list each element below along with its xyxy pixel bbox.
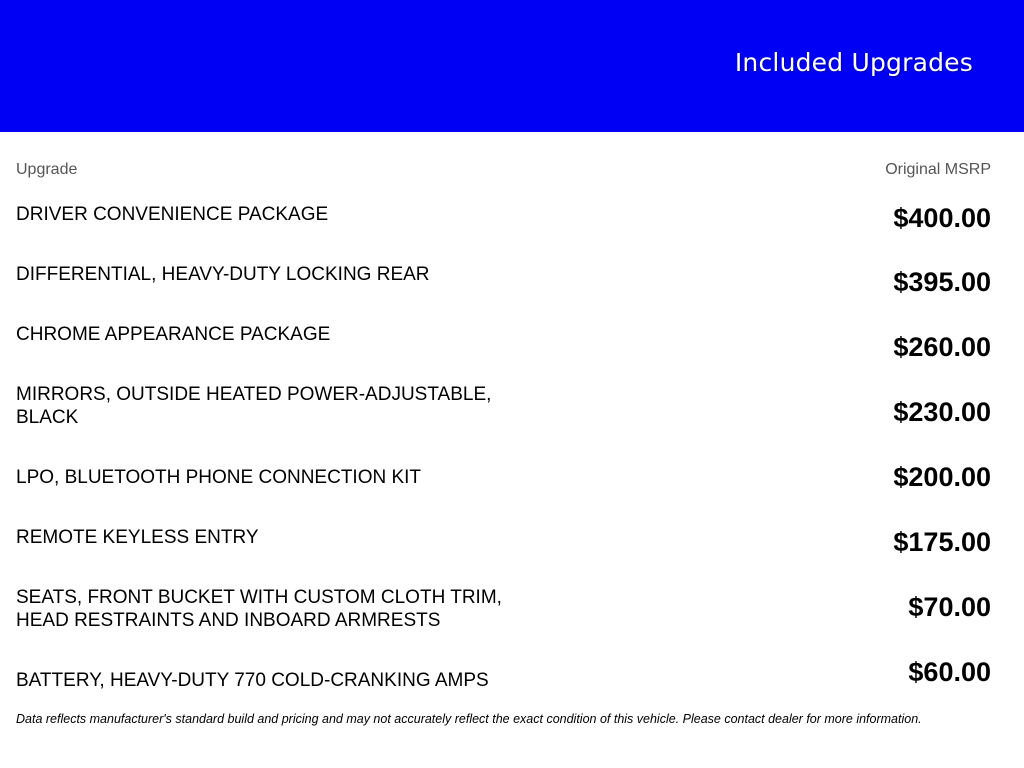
column-header-upgrade: Upgrade <box>16 161 78 178</box>
upgrade-name: LPO, BLUETOOTH PHONE CONNECTION KIT <box>16 467 422 488</box>
upgrade-name: DIFFERENTIAL, HEAVY-DUTY LOCKING REAR <box>16 264 430 285</box>
upgrade-price: $175.00 <box>893 527 991 557</box>
upgrade-price: $60.00 <box>908 657 991 687</box>
upgrade-price: $230.00 <box>893 397 991 427</box>
page-title: Included Upgrades <box>734 48 973 77</box>
column-header-msrp: Original MSRP <box>885 161 991 178</box>
upgrade-name: SEATS, FRONT BUCKET WITH CUSTOM CLOTH TRIM, HEAD RESTRAINTS AND INBOARD ARMRESTS <box>16 587 502 631</box>
upgrade-price: $200.00 <box>893 462 991 492</box>
upgrade-price: $395.00 <box>893 267 991 297</box>
header-banner <box>0 0 1024 132</box>
upgrade-price: $70.00 <box>908 592 991 622</box>
upgrade-name: MIRRORS, OUTSIDE HEATED POWER-ADJUSTABLE, BLACK <box>16 384 492 428</box>
upgrade-name: CHROME APPEARANCE PACKAGE <box>16 324 331 345</box>
upgrade-name: REMOTE KEYLESS ENTRY <box>16 527 259 548</box>
disclaimer-text: Data reflects manufacturer's standard build and pricing and may not accurately reflect the exact condition of this vehicle. Please contact dealer for more information. <box>16 712 922 726</box>
upgrade-name: DRIVER CONVENIENCE PACKAGE <box>16 204 329 225</box>
upgrade-price: $260.00 <box>893 332 991 362</box>
upgrade-name: BATTERY, HEAVY-DUTY 770 COLD-CRANKING AMPS <box>16 670 489 691</box>
upgrade-price: $400.00 <box>893 203 991 233</box>
